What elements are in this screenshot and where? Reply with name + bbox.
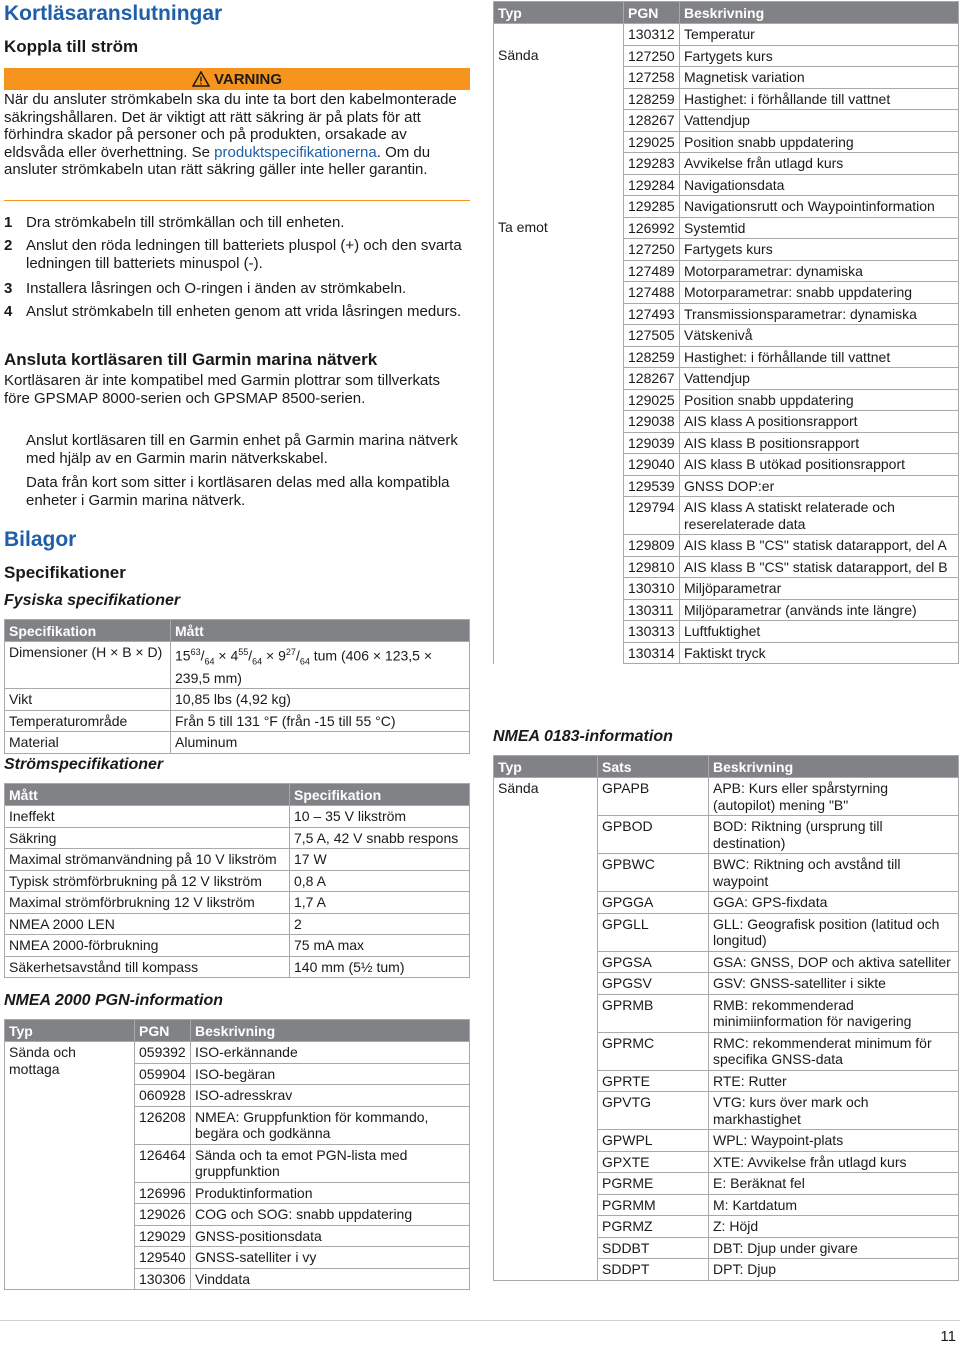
step-3: [4, 280, 470, 298]
description-cell: Faktiskt tryck: [680, 642, 959, 664]
description-cell: Vinddata: [191, 1268, 470, 1290]
table-row: [5, 913, 470, 935]
table-cell: 2: [290, 913, 470, 935]
table-cell-dimensions: $15^{63}/_{64} \times 4^{55}/_{64} \times 9^{27}/_{64}$ tum (406 × 123,5 × 239,5 mm): [171, 642, 470, 689]
physical-specs-table: [4, 619, 470, 754]
sentence-cell: GPAPB: [598, 778, 709, 816]
type-cell: [494, 260, 624, 282]
spec-link[interactable]: produktspecifikationerna: [214, 143, 377, 161]
description-cell: Navigationsdata: [680, 174, 959, 196]
table-row: [494, 454, 959, 476]
pgn-cell: 127488: [624, 282, 680, 304]
col-header: Beskrivning: [680, 2, 959, 24]
table-cell: 1,7 A: [290, 892, 470, 914]
pgn-cell: 126208: [135, 1106, 191, 1144]
type-cell: [494, 497, 624, 535]
description-cell: Vätskenivå: [680, 325, 959, 347]
table-row: [494, 411, 959, 433]
type-cell: [494, 642, 624, 664]
table-row: [494, 260, 959, 282]
table-row: [494, 88, 959, 110]
description-cell: NMEA: Gruppfunktion för kommando, begära och godkänna: [191, 1106, 470, 1144]
col-header: Specifikation: [5, 620, 171, 642]
description-cell: GLL: Geografisk position (latitud och longitud): [709, 913, 959, 951]
table-cell: 10 – 35 V likström: [290, 806, 470, 828]
type-cell: [494, 475, 624, 497]
description-cell: Hastighet: i förhållande till vattnet: [680, 346, 959, 368]
table-row: [494, 303, 959, 325]
table-row: [494, 389, 959, 411]
description-cell: DPT: Djup: [709, 1259, 959, 1281]
type-cell: [494, 411, 624, 433]
description-cell: APB: Kurs eller spårstyrning (autopilot) mening "B": [709, 778, 959, 816]
description-cell: Navigationsrutt och Waypointinformation: [680, 196, 959, 218]
type-cell: [494, 196, 624, 218]
type-cell: [494, 239, 624, 261]
table-row: [494, 131, 959, 153]
network-para-1: Anslut kortläsaren till en Garmin enhet på Garmin marina nätverk med hjälp av en Garmin marin nätverkskabel.: [26, 432, 458, 467]
pgn-cell: 130314: [624, 642, 680, 664]
description-cell: AIS klass B "CS" statisk datarapport, del A: [680, 535, 959, 557]
sentence-cell: SDDPT: [598, 1259, 709, 1281]
warning-icon: [192, 71, 210, 87]
col-header: Beskrivning: [191, 1020, 470, 1042]
description-cell: Luftfuktighet: [680, 621, 959, 643]
pgn-cell: 126464: [135, 1144, 191, 1182]
pgn-cell: 128267: [624, 110, 680, 132]
col-header: Mått: [5, 784, 290, 806]
table-cell: Aluminum: [171, 732, 470, 754]
type-cell: [494, 88, 624, 110]
type-cell: [494, 24, 624, 46]
col-header: Typ: [494, 2, 624, 24]
warning-text: [4, 91, 470, 179]
description-cell: M: Kartdatum: [709, 1194, 959, 1216]
type-cell: [494, 621, 624, 643]
pgn-cell: 130313: [624, 621, 680, 643]
pgn-cell: 130312: [624, 24, 680, 46]
pgn-cell: 127250: [624, 45, 680, 67]
warning-text-part1: När du ansluter strömkabeln ska du inte ta bort den kabelmonterade säkringshållaren. Det är viktigt att rätt säkring är på plats för att förhindra skador på personer och på produkten, orsakade av eldsvåda eller överhettning. Se: [4, 91, 457, 161]
description-cell: Produktinformation: [191, 1182, 470, 1204]
description-cell: Sända och ta emot PGN-lista med gruppfunktion: [191, 1144, 470, 1182]
sentence-cell: GPGGA: [598, 892, 709, 914]
table-row: [494, 346, 959, 368]
sentence-cell: GPGLL: [598, 913, 709, 951]
pgn-cell: 129794: [624, 497, 680, 535]
table-cell: Ineffekt: [5, 806, 290, 828]
page-number: 11: [940, 1328, 956, 1345]
sentence-cell: GPWPL: [598, 1130, 709, 1152]
pgn-cell: 127493: [624, 303, 680, 325]
pgn-cell: 130311: [624, 599, 680, 621]
description-cell: DBT: Djup under givare: [709, 1237, 959, 1259]
table-row: [494, 325, 959, 347]
table-cell: Från 5 till 131 °F (från -15 till 55 °C): [171, 710, 470, 732]
table-cell: 75 mA max: [290, 935, 470, 957]
nmea2000-table-right: [493, 1, 959, 664]
description-cell: E: Beräknat fel: [709, 1173, 959, 1195]
description-cell: XTE: Avvikelse från utlagd kurs: [709, 1151, 959, 1173]
description-cell: Motorparametrar: snabb uppdatering: [680, 282, 959, 304]
type-cell: [494, 556, 624, 578]
col-header: Typ: [5, 1020, 135, 1042]
pgn-cell: 129029: [135, 1225, 191, 1247]
col-header: PGN: [135, 1020, 191, 1042]
step-text: Dra strömkabeln till strömkällan och till enheten.: [26, 214, 345, 231]
type-cell: [494, 153, 624, 175]
table-row: [5, 689, 470, 711]
table-cell: Säkerhetsavstånd till kompass: [5, 956, 290, 978]
sentence-cell: GPGSV: [598, 973, 709, 995]
pgn-cell: 060928: [135, 1085, 191, 1107]
table-row: [494, 196, 959, 218]
description-cell: Position snabb uppdatering: [680, 389, 959, 411]
description-cell: AIS klass A positionsrapport: [680, 411, 959, 433]
nmea0183-table: [493, 755, 959, 1281]
type-cell: [494, 325, 624, 347]
description-cell: BWC: Riktning och avstånd till waypoint: [709, 854, 959, 892]
table-row: [5, 892, 470, 914]
table-row: [494, 174, 959, 196]
type-cell: Sända: [494, 45, 624, 67]
table-row: [5, 806, 470, 828]
sentence-cell: GPVTG: [598, 1092, 709, 1130]
table-cell: Vikt: [5, 689, 171, 711]
table-row: [494, 578, 959, 600]
table-row: [494, 475, 959, 497]
step-number: 3: [4, 280, 13, 297]
description-cell: Fartygets kurs: [680, 45, 959, 67]
table-row: [494, 368, 959, 390]
sentence-cell: GPBWC: [598, 854, 709, 892]
step-1: [4, 214, 470, 232]
footer-divider: [0, 1320, 960, 1321]
pgn-cell: 128267: [624, 368, 680, 390]
pgn-cell: 129025: [624, 389, 680, 411]
pgn-cell: 059392: [135, 1042, 191, 1064]
type-cell: [494, 110, 624, 132]
table-row: [5, 1042, 470, 1064]
network-intro: Kortläsaren är inte kompatibel med Garmin plottrar som tillverkats före GPSMAP 8000-serien och GPSMAP 8500-serien.: [4, 372, 440, 407]
sentence-cell: PGRMM: [598, 1194, 709, 1216]
description-cell: AIS klass B utökad positionsrapport: [680, 454, 959, 476]
description-cell: Miljöparametrar: [680, 578, 959, 600]
warning-divider: [4, 200, 470, 201]
table-row: [494, 282, 959, 304]
sentence-cell: GPRTE: [598, 1070, 709, 1092]
description-cell: VTG: kurs över mark och markhastighet: [709, 1092, 959, 1130]
nmea2000-heading: NMEA 2000 PGN-information: [4, 992, 223, 1009]
table-row: [494, 110, 959, 132]
pgn-cell: 059904: [135, 1063, 191, 1085]
pgn-cell: 126992: [624, 217, 680, 239]
col-header: Specifikation: [290, 784, 470, 806]
table-row: [494, 778, 959, 816]
description-cell: COG och SOG: snabb uppdatering: [191, 1204, 470, 1226]
pgn-cell: 130306: [135, 1268, 191, 1290]
table-cell: Material: [5, 732, 171, 754]
nmea0183-heading: NMEA 0183-information: [493, 728, 673, 745]
pgn-cell: 127489: [624, 260, 680, 282]
pgn-cell: 129026: [135, 1204, 191, 1226]
type-cell: [494, 578, 624, 600]
description-cell: Position snabb uppdatering: [680, 131, 959, 153]
description-cell: GGA: GPS-fixdata: [709, 892, 959, 914]
pgn-cell: 127505: [624, 325, 680, 347]
section-heading-power: Koppla till ström: [4, 37, 139, 56]
table-cell: Typisk strömförbrukning på 12 V likström: [5, 870, 290, 892]
table-row: [494, 67, 959, 89]
description-cell: Z: Höjd: [709, 1216, 959, 1238]
pgn-cell: 128259: [624, 88, 680, 110]
step-number: 2: [4, 237, 13, 254]
table-cell: 7,5 A, 42 V snabb respons: [290, 827, 470, 849]
specs-heading: Specifikationer: [4, 563, 126, 582]
description-cell: Vattendjup: [680, 110, 959, 132]
type-cell: Sända och mottaga: [5, 1042, 135, 1290]
table-row: [494, 239, 959, 261]
description-cell: ISO-erkännande: [191, 1042, 470, 1064]
pgn-cell: 129038: [624, 411, 680, 433]
table-row: [494, 642, 959, 664]
type-cell: [494, 67, 624, 89]
table-row: [5, 710, 470, 732]
type-cell: [494, 303, 624, 325]
description-cell: Hastighet: i förhållande till vattnet: [680, 88, 959, 110]
type-cell: [494, 454, 624, 476]
description-cell: WPL: Waypoint-plats: [709, 1130, 959, 1152]
description-cell: Transmissionsparametrar: dynamiska: [680, 303, 959, 325]
description-cell: ISO-begäran: [191, 1063, 470, 1085]
pgn-cell: 129039: [624, 432, 680, 454]
table-cell: Dimensioner (H × B × D): [5, 642, 171, 689]
table-row: [494, 24, 959, 46]
type-cell: [494, 599, 624, 621]
network-para-2: Data från kort som sitter i kortläsaren delas med alla kompatibla enheter i Garmin marina nätverk.: [26, 474, 450, 509]
table-cell: 140 mm (5½ tum): [290, 956, 470, 978]
step-2: [4, 237, 470, 273]
step-text: Anslut strömkabeln till enheten genom att vrida låsringen medurs.: [26, 303, 462, 320]
table-row: [494, 217, 959, 239]
table-cell: 0,8 A: [290, 870, 470, 892]
description-cell: GSV: GNSS-satelliter i sikte: [709, 973, 959, 995]
sentence-cell: PGRMZ: [598, 1216, 709, 1238]
step-number: 4: [4, 303, 13, 320]
step-text: Installera låsringen och O-ringen i änden av strömkabeln.: [26, 280, 407, 297]
table-row: [494, 535, 959, 557]
type-cell: [494, 174, 624, 196]
description-cell: Fartygets kurs: [680, 239, 959, 261]
col-header: Mått: [171, 620, 470, 642]
table-row: [5, 849, 470, 871]
col-header: Beskrivning: [709, 756, 959, 778]
description-cell: Motorparametrar: dynamiska: [680, 260, 959, 282]
table-row: [494, 153, 959, 175]
pgn-cell: 129025: [624, 131, 680, 153]
warning-label: VARNING: [213, 70, 283, 88]
col-header: Sats: [598, 756, 709, 778]
table-cell: Maximal strömanvändning på 10 V likström: [5, 849, 290, 871]
type-cell: [494, 346, 624, 368]
sentence-cell: PGRME: [598, 1173, 709, 1195]
table-row: [5, 935, 470, 957]
table-cell: Maximal strömförbrukning 12 V likström: [5, 892, 290, 914]
pgn-cell: 129284: [624, 174, 680, 196]
table-row: [5, 870, 470, 892]
sentence-cell: GPXTE: [598, 1151, 709, 1173]
table-cell: NMEA 2000 LEN: [5, 913, 290, 935]
table-row: [494, 497, 959, 535]
table-row: [5, 827, 470, 849]
step-text: Anslut den röda ledningen till batteriets pluspol (+) och den svarta ledningen till batteriets minuspol (-).: [26, 237, 462, 272]
col-header: Typ: [494, 756, 598, 778]
description-cell: AIS klass B positionsrapport: [680, 432, 959, 454]
pgn-cell: 130310: [624, 578, 680, 600]
description-cell: ISO-adresskrav: [191, 1085, 470, 1107]
pgn-cell: 129285: [624, 196, 680, 218]
table-row: [5, 732, 470, 754]
warning-banner: [4, 68, 470, 90]
description-cell: BOD: Riktning (ursprung till destination): [709, 816, 959, 854]
type-cell: Sända: [494, 778, 598, 1281]
page-title: Kortläsaranslutningar: [4, 2, 223, 25]
description-cell: GNSS-satelliter i vy: [191, 1247, 470, 1269]
table-cell: 10,85 lbs (4,92 kg): [171, 689, 470, 711]
physical-specs-heading: Fysiska specifikationer: [4, 592, 181, 609]
description-cell: Temperatur: [680, 24, 959, 46]
type-cell: [494, 535, 624, 557]
description-cell: AIS klass B "CS" statisk datarapport, del B: [680, 556, 959, 578]
pgn-cell: 127250: [624, 239, 680, 261]
table-cell: 17 W: [290, 849, 470, 871]
sentence-cell: SDDBT: [598, 1237, 709, 1259]
pgn-cell: 129540: [135, 1247, 191, 1269]
pgn-cell: 129539: [624, 475, 680, 497]
type-cell: [494, 368, 624, 390]
type-cell: Ta emot: [494, 217, 624, 239]
table-row: [494, 45, 959, 67]
pgn-cell: 129283: [624, 153, 680, 175]
table-cell: NMEA 2000-förbrukning: [5, 935, 290, 957]
section-heading-network: Ansluta kortläsaren till Garmin marina nätverk: [4, 350, 378, 369]
description-cell: GNSS-positionsdata: [191, 1225, 470, 1247]
type-cell: [494, 131, 624, 153]
table-row: [494, 599, 959, 621]
description-cell: GNSS DOP:er: [680, 475, 959, 497]
sentence-cell: GPRMB: [598, 994, 709, 1032]
step-4: [4, 303, 470, 321]
pgn-cell: 126996: [135, 1182, 191, 1204]
sentence-cell: GPBOD: [598, 816, 709, 854]
description-cell: RTE: Rutter: [709, 1070, 959, 1092]
pgn-cell: 127258: [624, 67, 680, 89]
sentence-cell: GPRMC: [598, 1032, 709, 1070]
step-number: 1: [4, 214, 13, 231]
description-cell: RMC: rekommenderat minimum för specifika GNSS-data: [709, 1032, 959, 1070]
pgn-cell: 129040: [624, 454, 680, 476]
description-cell: RMB: rekommenderad minimiinformation för navigering: [709, 994, 959, 1032]
description-cell: Magnetisk variation: [680, 67, 959, 89]
power-specs-heading: Strömspecifikationer: [4, 756, 164, 773]
description-cell: Avvikelse från utlagd kurs: [680, 153, 959, 175]
pgn-cell: 128259: [624, 346, 680, 368]
description-cell: Miljöparametrar (används inte längre): [680, 599, 959, 621]
description-cell: GSA: GNSS, DOP och aktiva satelliter: [709, 951, 959, 973]
power-specs-table: [4, 783, 470, 978]
table-cell: Säkring: [5, 827, 290, 849]
table-row: [5, 956, 470, 978]
table-row: [5, 642, 470, 689]
description-cell: AIS klass A statiskt relaterade och reserelaterade data: [680, 497, 959, 535]
table-row: [494, 556, 959, 578]
appendix-heading: Bilagor: [4, 528, 77, 551]
pgn-cell: 129809: [624, 535, 680, 557]
table-row: [494, 621, 959, 643]
table-row: [494, 432, 959, 454]
description-cell: Vattendjup: [680, 368, 959, 390]
table-cell: Temperaturområde: [5, 710, 171, 732]
pgn-cell: 129810: [624, 556, 680, 578]
type-cell: [494, 432, 624, 454]
type-cell: [494, 389, 624, 411]
warning-text-part2: . Om du ansluter strömkabeln utan rätt säkring gäller inte heller garantin.: [4, 143, 431, 178]
col-header: PGN: [624, 2, 680, 24]
description-cell: Systemtid: [680, 217, 959, 239]
sentence-cell: GPGSA: [598, 951, 709, 973]
type-cell: [494, 282, 624, 304]
nmea2000-table-left: [4, 1019, 470, 1290]
